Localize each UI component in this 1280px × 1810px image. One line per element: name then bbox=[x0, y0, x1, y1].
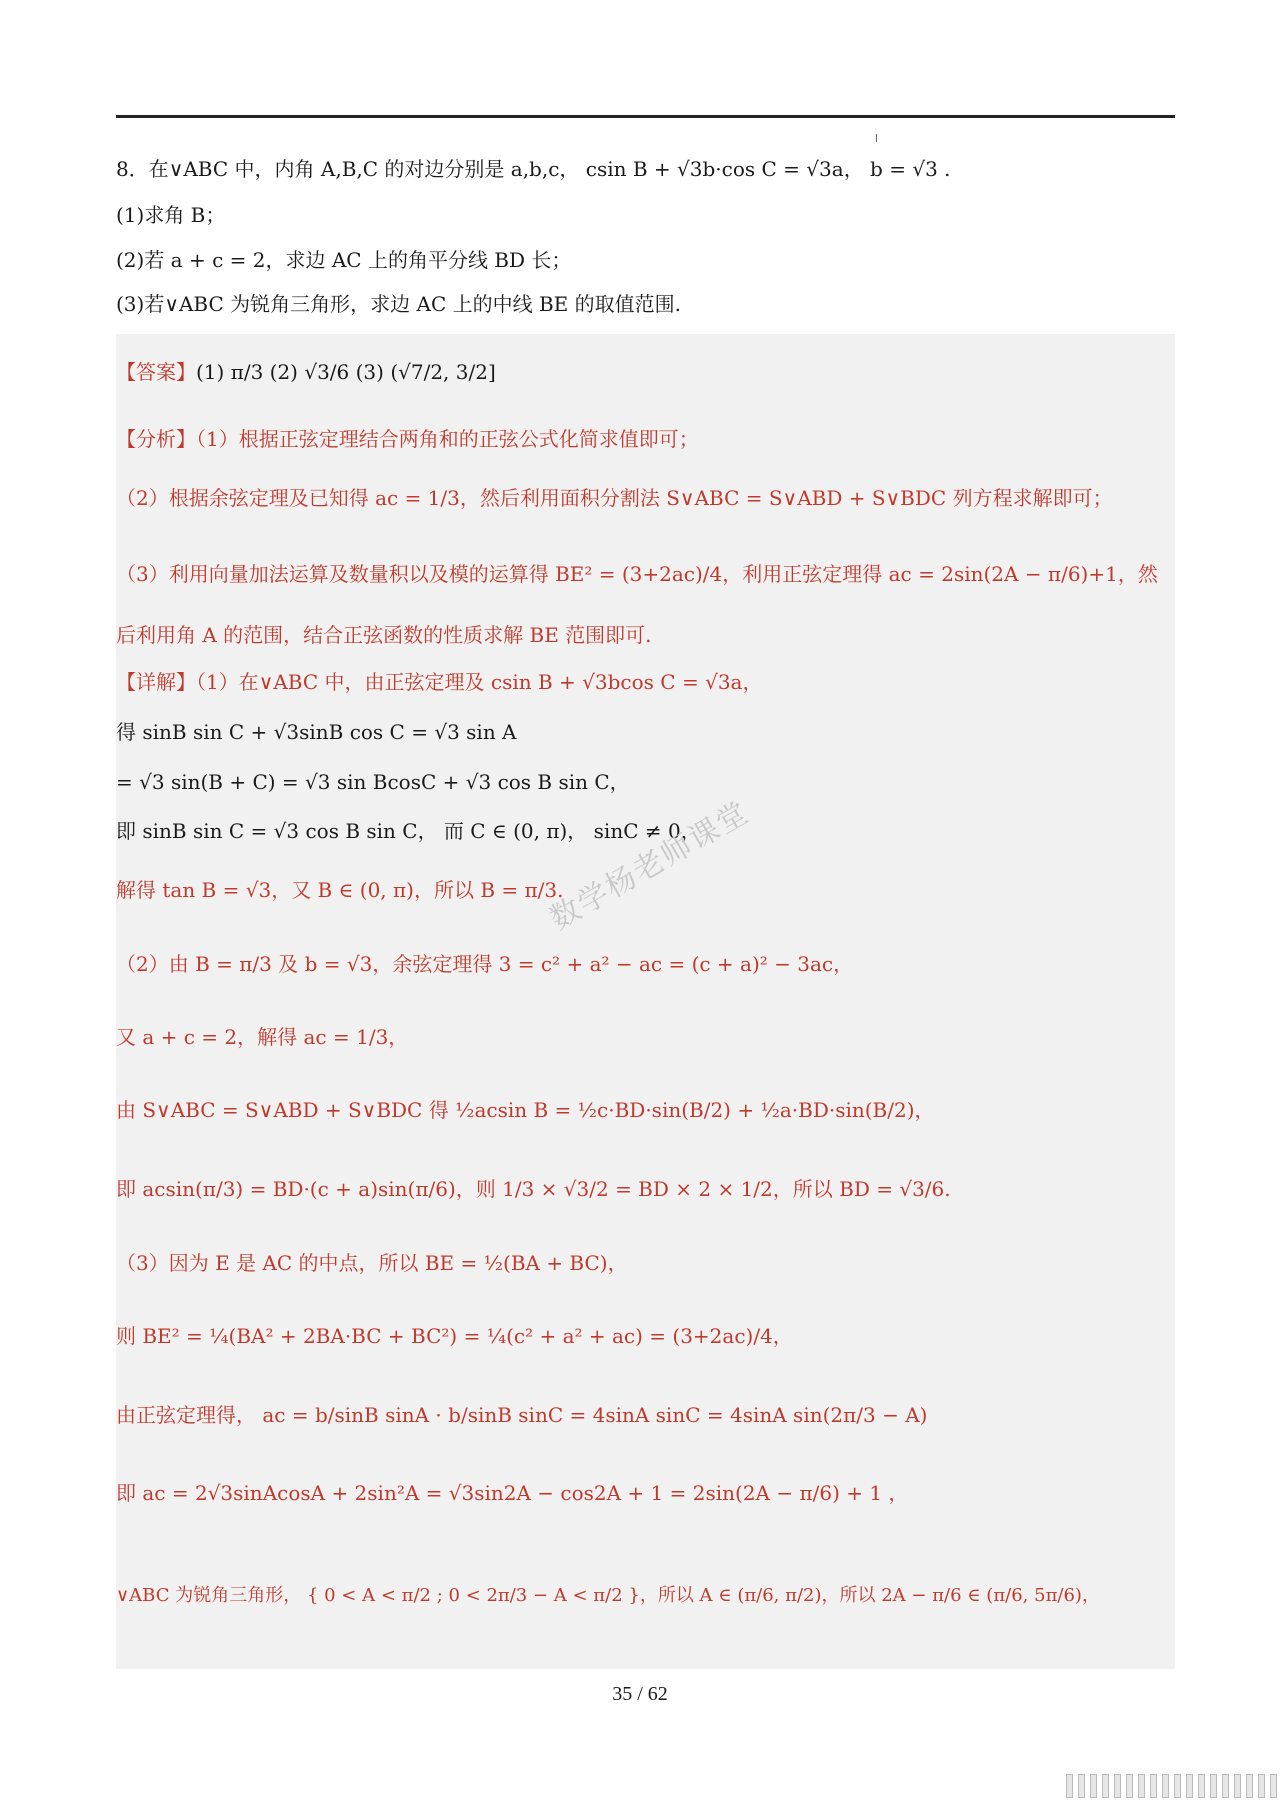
analysis-line-2: （2）根据余弦定理及已知得 ac = 1/3，然后利用面积分割法 S∨ABC = S∨ABD + S∨BDC 列方程求解即可； bbox=[116, 486, 1113, 510]
detail-line-14: ∨ABC 为锐角三角形， { 0 < A < π/2 ; 0 < 2π/3 − A < π/2 }，所以 A ∈ (π/6, π/2)，所以 2A − π/6 ∈ (π/6, 5π/6)， bbox=[116, 1585, 1100, 1606]
detail-line-6: （2）由 B = π/3 及 b = √3，余弦定理得 3 = c² + a² − ac = (c + a)² − 3ac， bbox=[116, 952, 854, 976]
analysis-line-4: 后利用角 A 的范围，结合正弦函数的性质求解 BE 范围即可. bbox=[116, 623, 652, 647]
detail-line-11: 则 BE² = ¼(BA² + 2BA·BC + BC²) = ¼(c² + a² + ac) = (3+2ac)/4， bbox=[116, 1324, 793, 1348]
watermark: 数学杨老师课堂 bbox=[544, 794, 756, 938]
detail-line-7: 又 a + c = 2，解得 ac = 1/3， bbox=[116, 1025, 409, 1049]
analysis-label: 【分析】 bbox=[116, 427, 196, 451]
detail-line-8: 由 S∨ABC = S∨ABD + S∨BDC 得 ½acsin B = ½c·BD·sin(B/2) + ½a·BD·sin(B/2)， bbox=[116, 1098, 935, 1122]
analysis-line-1: 【分析】（1）根据正弦定理结合两角和的正弦公式化简求值即可； bbox=[116, 427, 699, 451]
detail-line-13: 即 ac = 2√3sinAcosA + 2sin²A = √3sin2A − cos2A + 1 = 2sin(2A − π/6) + 1 ， bbox=[116, 1481, 909, 1505]
corner-decoration bbox=[1066, 1776, 1280, 1798]
detail-line-12: 由正弦定理得， ac = b/sinB sinA · b/sinB sinC = 4sinA sinC = 4sinA sin(2π/3 − A) bbox=[116, 1403, 928, 1427]
analysis-line-3: （3）利用向量加法运算及数量积以及模的运算得 BE² = (3+2ac)/4，利用正弦定理得 ac = 2sin(2A − π/6)+1，然 bbox=[116, 562, 1158, 586]
detail-line-10: （3）因为 E 是 AC 的中点，所以 BE = ½(BA + BC)， bbox=[116, 1251, 628, 1275]
detail-line-2: 得 sinB sin C + √3sinB cos C = √3 sin A bbox=[116, 720, 517, 744]
answer-box bbox=[116, 334, 1175, 1669]
header-rule bbox=[116, 115, 1175, 118]
detail-label: 【详解】 bbox=[116, 670, 196, 694]
detail-line-3: = √3 sin(B + C) = √3 sin BcosC + √3 cos B sin C， bbox=[116, 770, 630, 794]
detail-line-9: 即 acsin(π/3) = BD·(c + a)sin(π/6)，则 1/3 × √3/2 = BD × 2 × 1/2，所以 BD = √3/6. bbox=[116, 1177, 951, 1201]
question-part-1: (1)求角 B； bbox=[116, 203, 226, 227]
header-tick bbox=[876, 134, 877, 142]
question-part-2: (2)若 a + c = 2，求边 AC 上的角平分线 BD 长； bbox=[116, 248, 572, 272]
question-part-3: (3)若∨ABC 为锐角三角形，求边 AC 上的中线 BE 的取值范围. bbox=[116, 292, 681, 316]
page-number: 35 / 62 bbox=[612, 1683, 668, 1705]
detail-line-5: 解得 tan B = √3，又 B ∈ (0, π)，所以 B = π/3. bbox=[116, 878, 564, 902]
answer-text: (1) π/3 (2) √3/6 (3) (√7/2, 3/2] bbox=[196, 360, 496, 384]
answer-label: 【答案】 bbox=[116, 360, 196, 384]
detail-line-1: 【详解】（1）在∨ABC 中，由正弦定理及 csin B + √3bcos C = √3a， bbox=[116, 670, 763, 694]
question-stem: 8．在∨ABC 中，内角 A,B,C 的对边分别是 a,b,c， csin B + √3b·cos C = √3a， b = √3 . bbox=[116, 157, 951, 181]
detail-line-4: 即 sinB sin C = √3 cos B sin C， 而 C ∈ (0, π)， sinC ≠ 0， bbox=[116, 819, 701, 843]
answer-line bbox=[116, 360, 496, 384]
